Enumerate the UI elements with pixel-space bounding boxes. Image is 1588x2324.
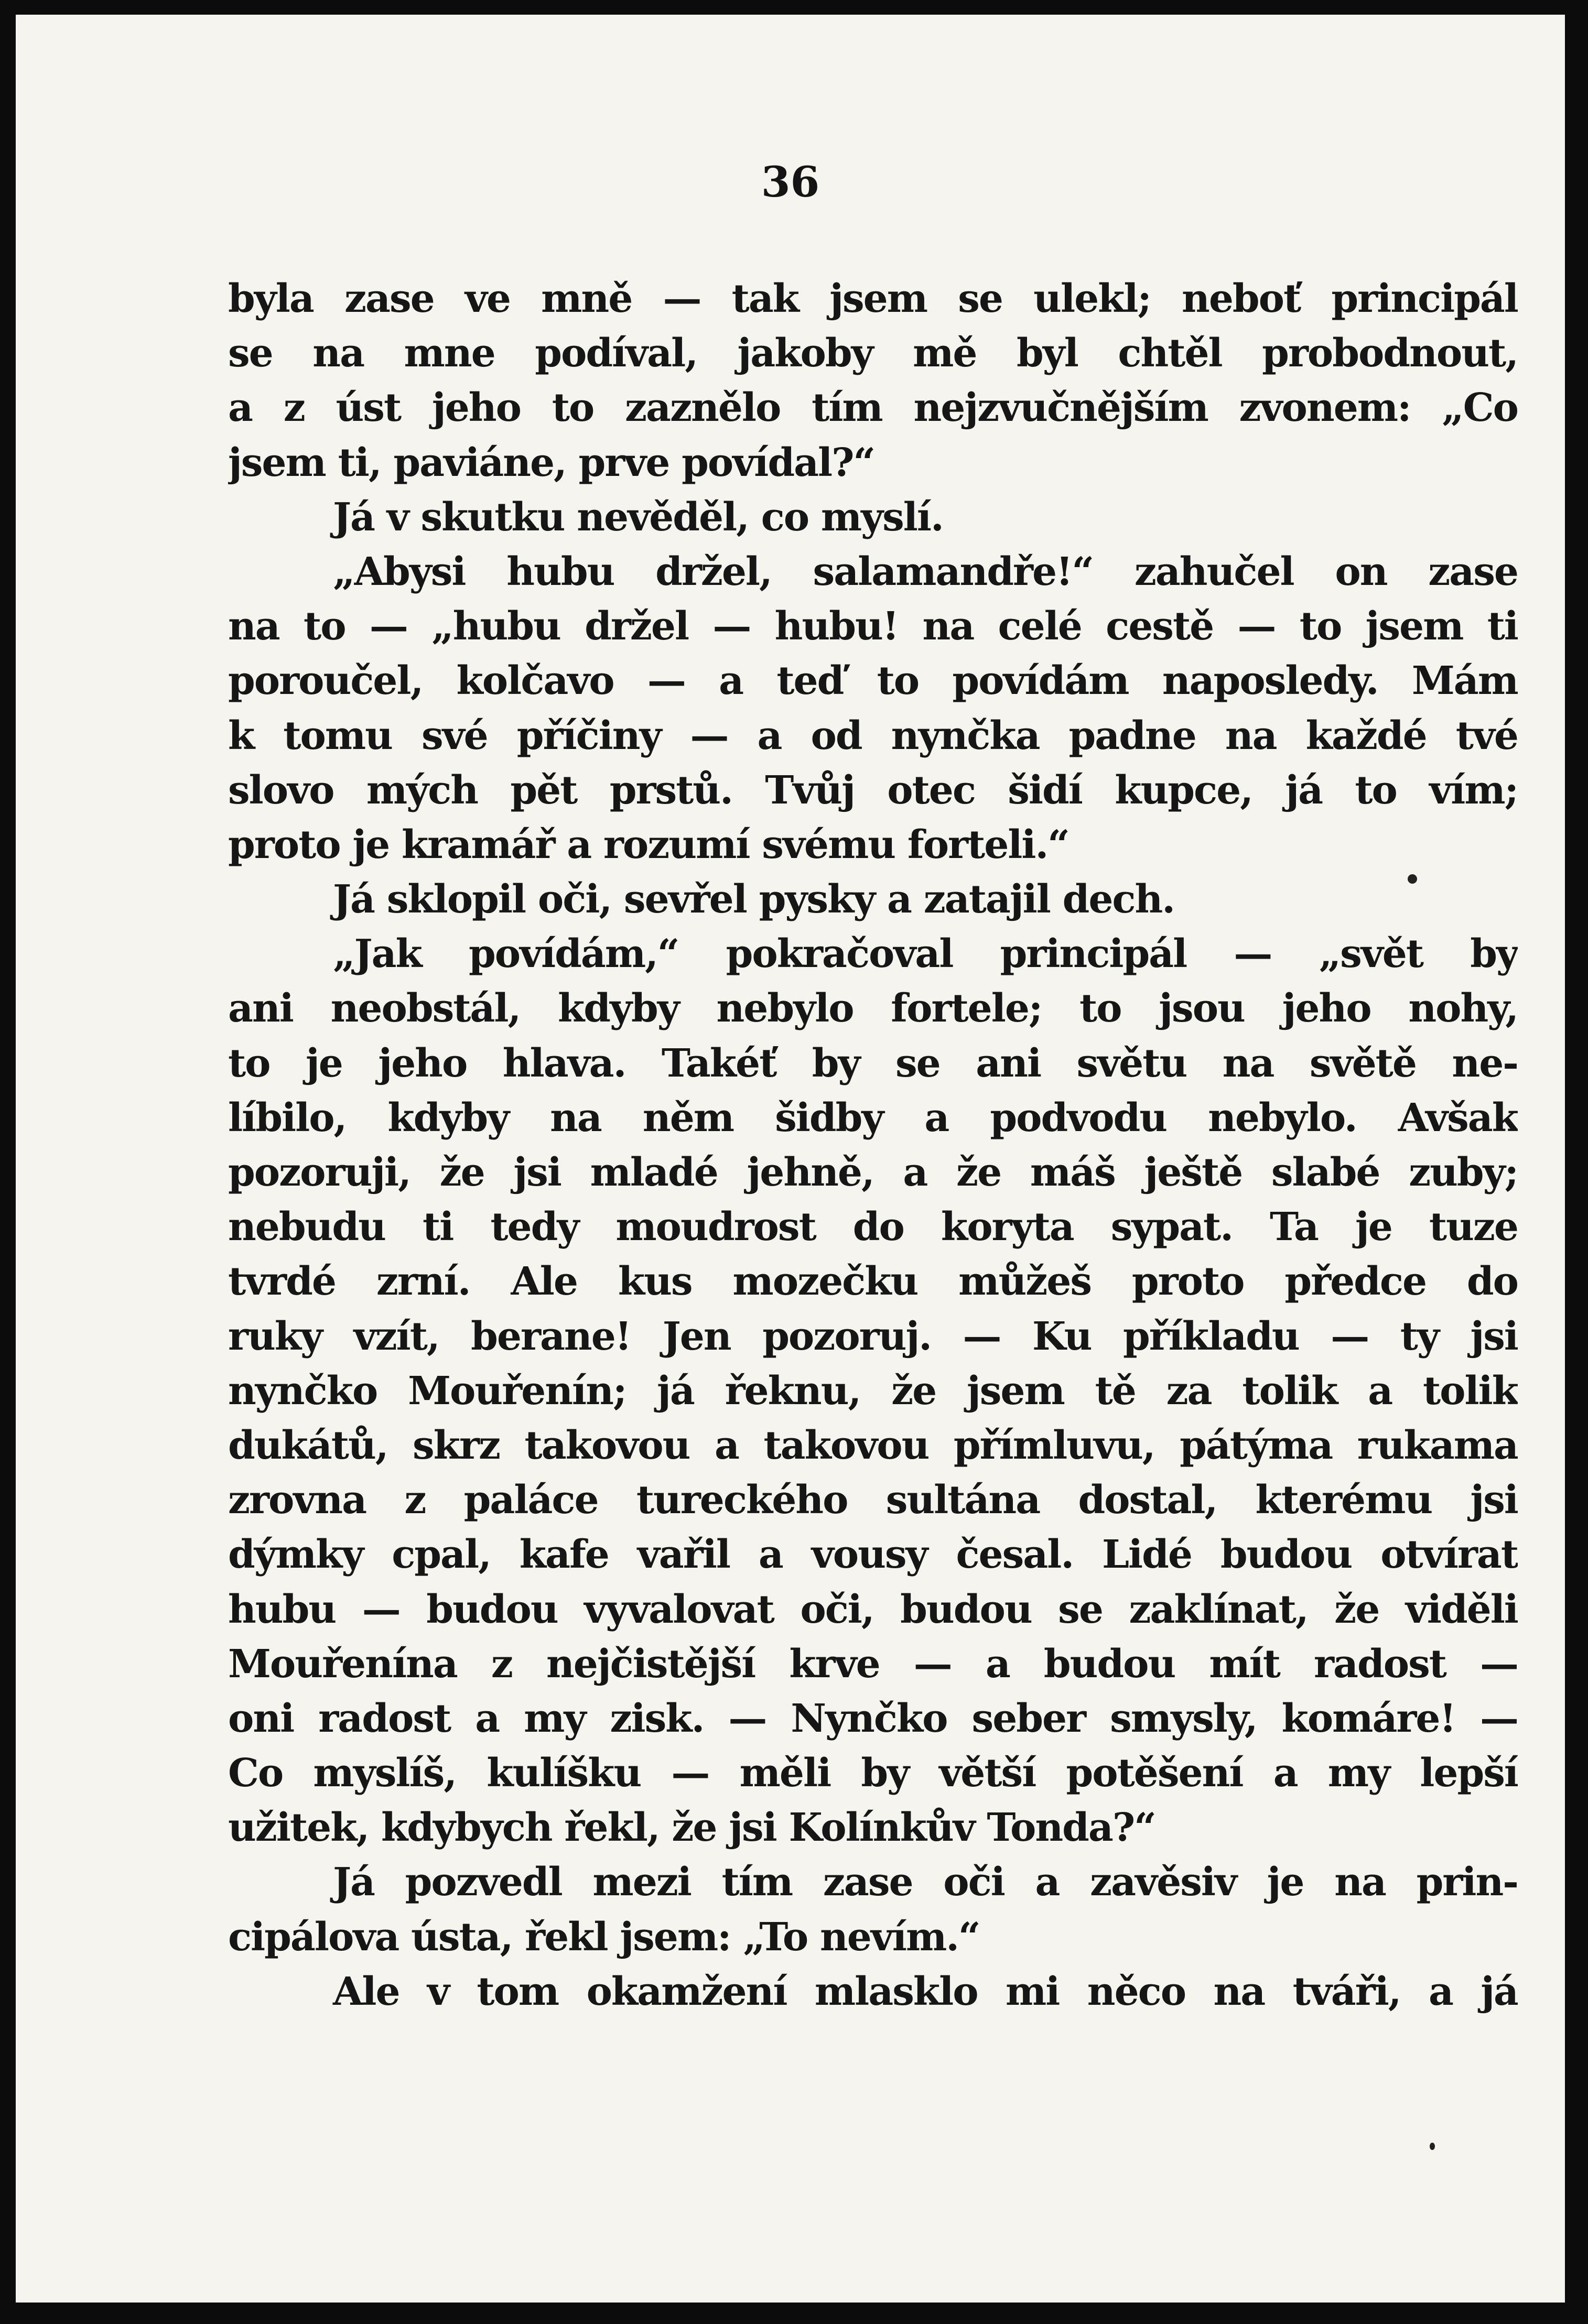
text-line: „Jak povídám,“ pokračoval principál — „svět by [333, 931, 1518, 977]
text-line: ani neobstál, kdyby nebylo fortele; to jsou jeho nohy, [228, 986, 1518, 1031]
body-text [228, 272, 1518, 2019]
text-line: líbilo, kdyby na něm šidby a podvodu nebylo. Avšak [228, 1095, 1518, 1141]
text-line: Já pozvedl mezi tím zase oči a zavěsiv je na prin- [333, 1860, 1518, 1905]
text-line: proto je kramář a rozumí svému forteli.“ [228, 822, 1069, 867]
text-line: pozoruji, že jsi mladé jehně, a že máš ještě slabé zuby; [228, 1150, 1518, 1195]
text-line: jsem ti, paviáne, prve povídal?“ [228, 440, 875, 485]
text-line: se na mne podíval, jakoby mě byl chtěl probodnout, [228, 331, 1518, 376]
text-line: na to — „hubu držel — hubu! na celé cestě — to jsem ti [228, 604, 1518, 649]
text-line: tvrdé zrní. Ale kus mozečku můžeš proto předce do [228, 1259, 1518, 1305]
text-line: Já v skutku nevěděl, co myslí. [333, 494, 943, 540]
text-line: „Abysi hubu držel, salamandře!“ zahučel on zase [333, 549, 1518, 594]
text-line: slovo mých pět prstů. Tvůj otec šidí kupce, já to vím; [228, 767, 1518, 813]
text-line: nebudu ti tedy moudrost do koryta sypat. Ta je tuze [228, 1204, 1518, 1250]
text-line: a z úst jeho to zaznělo tím nejzvučnějším zvonem: „Co [228, 385, 1518, 431]
print-speck [1408, 874, 1417, 884]
text-line: hubu — budou vyvalovat oči, budou se zaklínat, že viděli [228, 1587, 1518, 1632]
text-line: oni radost a my zisk. — Nynčko seber smysly, komáre! — [228, 1696, 1518, 1741]
text-line: Mouřenína z nejčistější krve — a budou mít radost — [228, 1641, 1518, 1687]
text-line: Co myslíš, kulíšku — měli by větší potěšení a my lepší [228, 1751, 1518, 1796]
text-line: nynčko Mouřenín; já řeknu, že jsem tě za tolik a tolik [228, 1368, 1518, 1414]
book-page [16, 15, 1565, 2303]
text-line: dýmky cpal, kafe vařil a vousy česal. Lidé budou otvírat [228, 1532, 1518, 1578]
text-line: Ale v tom okamžení mlasklo mi něco na tváři, a já [333, 1969, 1518, 2014]
text-line: cipálova ústa, řekl jsem: „To nevím.“ [228, 1914, 980, 1960]
page-number: 36 [761, 157, 820, 207]
text-line: Já sklopil oči, sevřel pysky a zatajil dech. [333, 877, 1175, 922]
text-line: ruky vzít, berane! Jen pozoruj. — Ku příkladu — ty jsi [228, 1313, 1518, 1359]
text-line: k tomu své příčiny — a od nynčka padne na každé tvé [228, 713, 1518, 758]
text-line: užitek, kdybych řekl, že jsi Kolínkův Tonda?“ [228, 1805, 1155, 1851]
text-line: poroučel, kolčavo — a teď to povídám naposledy. Mám [228, 658, 1518, 704]
text-line: dukátů, skrz takovou a takovou přímluvu, pátýma rukama [228, 1422, 1518, 1468]
text-line: zrovna z paláce tureckého sultána dostal, kterému jsi [228, 1478, 1518, 1523]
text-line: byla zase ve mně — tak jsem se ulekl; neboť principál [228, 276, 1518, 321]
text-line: to je jeho hlava. Takéť by se ani světu na světě ne- [228, 1040, 1518, 1086]
print-speck [1430, 2143, 1435, 2150]
